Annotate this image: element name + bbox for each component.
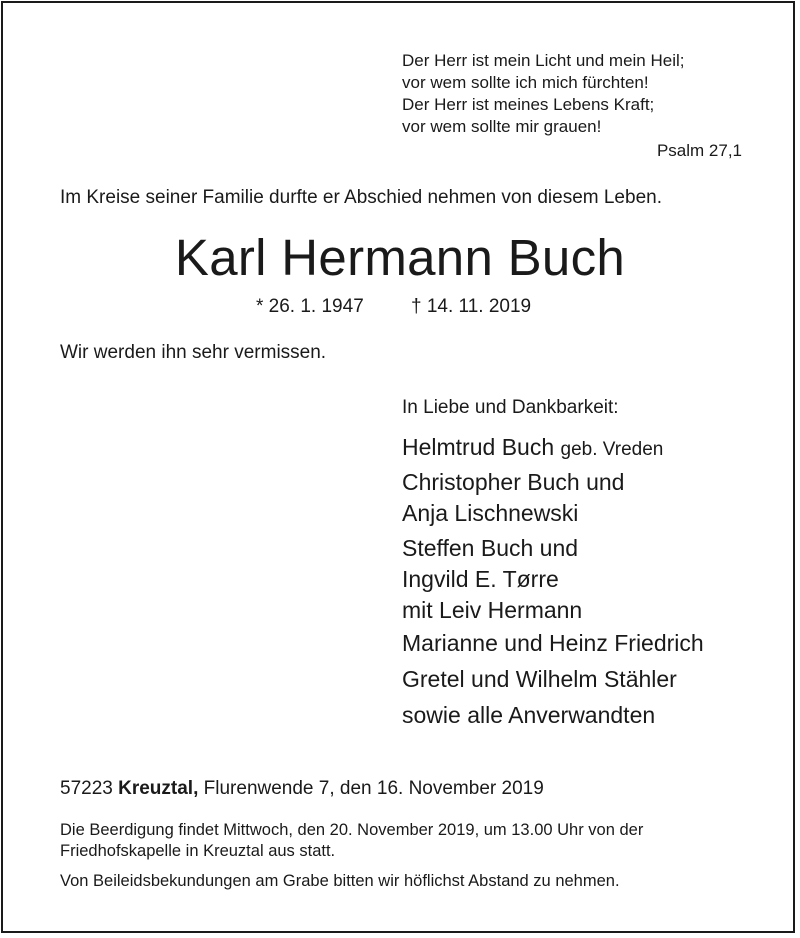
- mourner-line: Anja Lischnewski: [402, 500, 579, 526]
- verse-line: Der Herr ist mein Licht und mein Heil;: [402, 51, 685, 70]
- maiden-name: geb. Vreden: [560, 439, 664, 460]
- deceased-name: Karl Hermann Buch: [174, 229, 626, 286]
- verse-line: Der Herr ist meines Lebens Kraft;: [402, 95, 655, 114]
- notice-line: Friedhofskapelle in Kreuztal aus statt.: [60, 842, 336, 860]
- mourner-marianne: Marianne und Heinz Friedrich: [402, 630, 704, 656]
- death-date: † 14. 11. 2019: [411, 296, 532, 317]
- mourner-christopher: [402, 467, 624, 529]
- mourner-gretel: Gretel und Wilhelm Stähler: [402, 666, 677, 692]
- mourner-line: Christopher Buch und: [402, 469, 625, 495]
- verse-line: vor wem sollte ich mich fürchten!: [402, 73, 649, 92]
- miss-text: Wir werden ihn sehr vermissen.: [60, 342, 327, 363]
- address-line: [60, 778, 544, 800]
- mourner-line: Ingvild E. Tørre: [402, 566, 559, 592]
- funeral-notice: [60, 820, 643, 862]
- mourner-name: Helmtrud Buch: [402, 434, 555, 460]
- mourner-line: mit Leiv Hermann: [402, 597, 583, 623]
- mourner-steffen: [402, 533, 582, 626]
- psalm-verse: [402, 50, 684, 138]
- psalm-reference: Psalm 27,1: [656, 141, 742, 160]
- birth-date: * 26. 1. 1947: [256, 296, 364, 317]
- address-rest: Flurenwende 7, den 16. November 2019: [203, 778, 544, 799]
- address-zip: 57223: [60, 778, 113, 799]
- notice-line: Die Beerdigung findet Mittwoch, den 20. November 2019, um 13.00 Uhr von der: [60, 821, 644, 839]
- mourner-helmtrud: [402, 432, 663, 465]
- thanks-text: In Liebe und Dankbarkeit:: [402, 397, 619, 418]
- verse-line: vor wem sollte mir grauen!: [402, 117, 602, 136]
- mourner-line: Steffen Buch und: [402, 535, 579, 561]
- address-city: Kreuztal,: [118, 778, 199, 799]
- intro-text: Im Kreise seiner Familie durfte er Abschied nehmen von diesem Leben.: [60, 187, 662, 208]
- mourner-others: sowie alle Anverwandten: [402, 702, 656, 728]
- condolence-notice: Von Beileidsbekundungen am Grabe bitten wir höflichst Abstand zu nehmen.: [60, 872, 620, 890]
